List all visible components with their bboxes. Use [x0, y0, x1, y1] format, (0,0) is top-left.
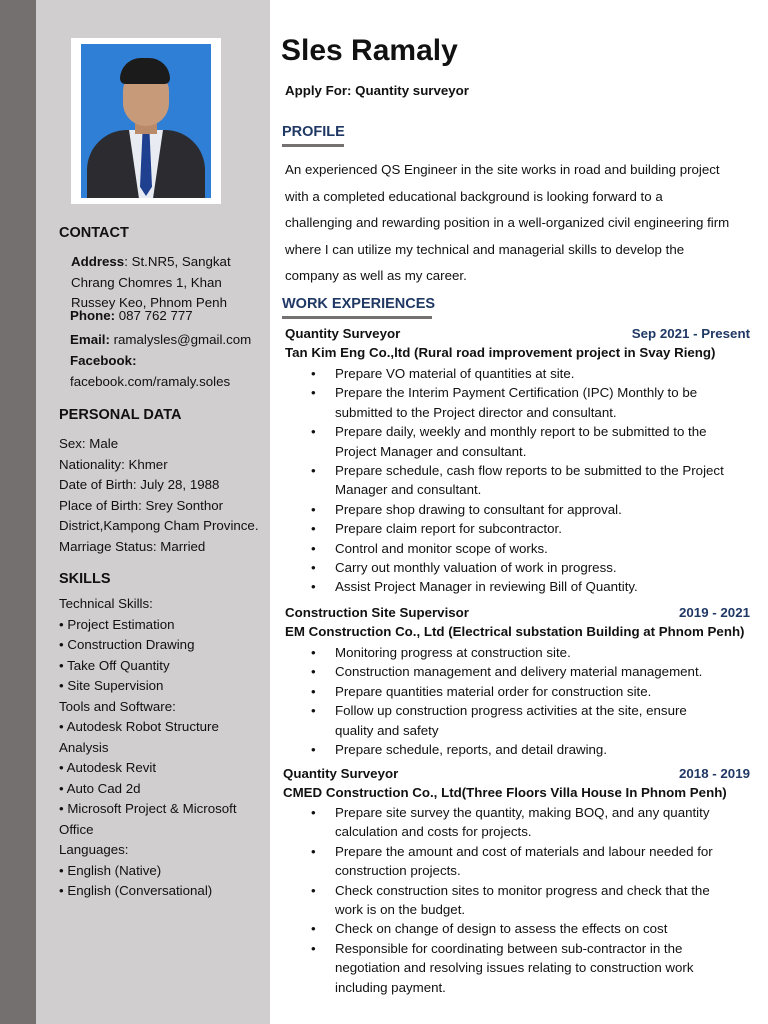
job-title: Quantity Surveyor: [283, 766, 399, 781]
skills-line: • Microsoft Project & Microsoft: [59, 801, 237, 816]
bullet-icon: •: [311, 385, 316, 401]
duty-item: • Prepare claim report for subcontractor.: [335, 519, 755, 538]
apply-for: Apply For: Quantity surveyor: [285, 83, 469, 98]
work-underline: [282, 316, 432, 319]
bullet-icon: •: [311, 805, 316, 820]
duty-item: • Prepare the amount and cost of materials and labour needed for construction projects.: [311, 843, 713, 879]
duty-item: • Responsible for coordinating between sub-contractor in the negotiation and resolving issues relating to construction work including payment.: [311, 940, 694, 995]
contact-phone: [70, 306, 193, 327]
skills-line: Languages:: [59, 842, 129, 857]
bullet-icon: •: [311, 882, 316, 898]
duty-item: • Prepare shop drawing to consultant for approval.: [335, 500, 755, 519]
bullet-icon: •: [311, 664, 316, 680]
profile-line: An experienced QS Engineer in the site works in road and building project: [285, 162, 720, 177]
bullet-icon: •: [311, 703, 316, 719]
profile-underline: [282, 144, 344, 147]
duty-item: • Check on change of design to assess the effects on cost: [335, 919, 755, 938]
job-duties: [311, 643, 755, 759]
portrait-image: [81, 44, 211, 198]
personal-line: Date of Birth: July 28, 1988: [59, 477, 220, 492]
bullet-icon: •: [311, 501, 316, 517]
job-title: Quantity Surveyor: [285, 326, 401, 341]
bullet-icon: •: [311, 579, 316, 595]
skills-line: Technical Skills:: [59, 596, 153, 611]
job-duties: [311, 364, 755, 597]
skills-line: • Construction Drawing: [59, 637, 195, 652]
job-company: Tan Kim Eng Co.,ltd (Rural road improvement project in Svay Rieng): [285, 345, 716, 360]
job-duties: [311, 803, 755, 997]
bullet-icon: •: [311, 843, 316, 859]
skills-line: Tools and Software:: [59, 698, 176, 714]
profile-line: with a completed educational background is looking forward to a: [285, 188, 663, 204]
bullet-icon: •: [311, 366, 316, 381]
job-title: Construction Site Supervisor: [285, 605, 469, 620]
phone-label: Phone:: [70, 308, 116, 323]
bullet-icon: •: [311, 921, 316, 937]
skills-line: • Autodesk Robot Structure: [59, 719, 219, 734]
email-value[interactable]: ramalysles@gmail.com: [109, 332, 252, 347]
personal-data-heading: PERSONAL DATA: [59, 407, 182, 423]
personal-line: Sex: Male: [59, 436, 119, 451]
skills-line: Office: [59, 821, 94, 837]
work-heading: WORK EXPERIENCES: [282, 296, 436, 312]
contact-address: [71, 252, 266, 314]
address-line-2: Chrang Chomres 1, Khan: [71, 274, 222, 290]
facebook-value[interactable]: facebook.com/ramaly.soles: [70, 373, 231, 389]
duty-item: • Prepare schedule, reports, and detail drawing.: [335, 740, 755, 759]
bullet-icon: •: [311, 645, 316, 660]
address-label: Address: [71, 254, 125, 269]
bullet-icon: •: [311, 742, 316, 758]
job-date: 2019 - 2021: [679, 605, 750, 620]
personal-line: Marriage Status: Married: [59, 538, 206, 554]
duty-item: • Prepare site survey the quantity, making BOQ, and any quantity calculation and costs for projects.: [311, 805, 710, 840]
job-company: EM Construction Co., Ltd (Electrical substation Building at Phnom Penh): [285, 624, 745, 639]
skills-line: • Autodesk Revit: [59, 760, 157, 775]
profile-summary: [285, 157, 765, 290]
phone-value: 087 762 777: [115, 308, 193, 323]
bullet-icon: •: [311, 683, 316, 699]
duty-item: • Prepare VO material of quantities at site.: [335, 364, 755, 383]
skills-line: • Site Supervision: [59, 678, 164, 693]
contact-facebook[interactable]: [70, 351, 230, 392]
address-line-1: : St.NR5, Sangkat: [124, 254, 231, 269]
duty-item: • Carry out monthly valuation of work in progress.: [335, 558, 755, 577]
duty-item: • Prepare daily, weekly and monthly report to be submitted to the Project Manager and consultant.: [311, 424, 707, 459]
candidate-name: Sles Ramaly: [281, 34, 458, 67]
job-company: CMED Construction Co., Ltd(Three Floors Villa House In Phnom Penh): [283, 785, 727, 800]
skills-list: [59, 594, 237, 902]
bullet-icon: •: [311, 424, 316, 440]
skills-line: • Auto Cad 2d: [59, 780, 141, 796]
bullet-icon: •: [311, 940, 316, 956]
profile-line: challenging and rewarding position in a well-organized civil engineering firm: [285, 215, 730, 230]
personal-data-list: [59, 434, 259, 557]
profile-photo: [71, 38, 221, 204]
personal-line: Nationality: Khmer: [59, 456, 168, 472]
duty-item: • Follow up construction progress activities at the site, ensure quality and safety: [311, 703, 687, 738]
skills-line: • English (Native): [59, 862, 162, 878]
bullet-icon: •: [311, 540, 316, 556]
contact-heading: CONTACT: [59, 225, 129, 241]
skills-heading: SKILLS: [59, 571, 111, 587]
duty-item: • Check construction sites to monitor progress and check that the work is on the budget.: [311, 882, 710, 918]
profile-heading: PROFILE: [282, 124, 345, 140]
duty-item: • Assist Project Manager in reviewing Bill of Quantity.: [335, 577, 755, 596]
facebook-label: Facebook:: [70, 353, 137, 368]
duty-item: • Prepare the Interim Payment Certification (IPC) Monthly to be submitted to the Project director and consultant.: [311, 385, 698, 420]
skills-line: Analysis: [59, 739, 109, 755]
skills-line: • Take Off Quantity: [59, 657, 170, 673]
duty-item: • Prepare schedule, cash flow reports to be submitted to the Project Manager and consultant.: [311, 463, 724, 498]
job-date: 2018 - 2019: [679, 766, 750, 781]
bullet-icon: •: [311, 463, 316, 479]
profile-line: company as well as my career.: [285, 268, 467, 283]
bullet-icon: •: [311, 521, 316, 537]
skills-line: • English (Conversational): [59, 883, 213, 898]
contact-email[interactable]: [70, 330, 251, 351]
duty-item: • Monitoring progress at construction site.: [335, 643, 755, 662]
personal-line: Place of Birth: Srey Sonthor: [59, 497, 224, 513]
personal-line: District,Kampong Cham Province.: [59, 518, 259, 533]
email-label: Email:: [70, 332, 110, 347]
skills-line: • Project Estimation: [59, 616, 175, 632]
job-date: Sep 2021 - Present: [631, 326, 750, 341]
left-accent-strip: [0, 0, 36, 1024]
duty-item: • Control and monitor scope of works.: [335, 539, 755, 558]
duty-item: • Construction management and delivery material management.: [335, 662, 755, 681]
duty-item: • Prepare quantities material order for construction site.: [335, 682, 755, 701]
profile-line: where I can utilize my technical and managerial skills to develop the: [285, 241, 685, 257]
bullet-icon: •: [311, 560, 316, 576]
address-line-3: Russey Keo, Phnom Penh: [71, 295, 227, 310]
